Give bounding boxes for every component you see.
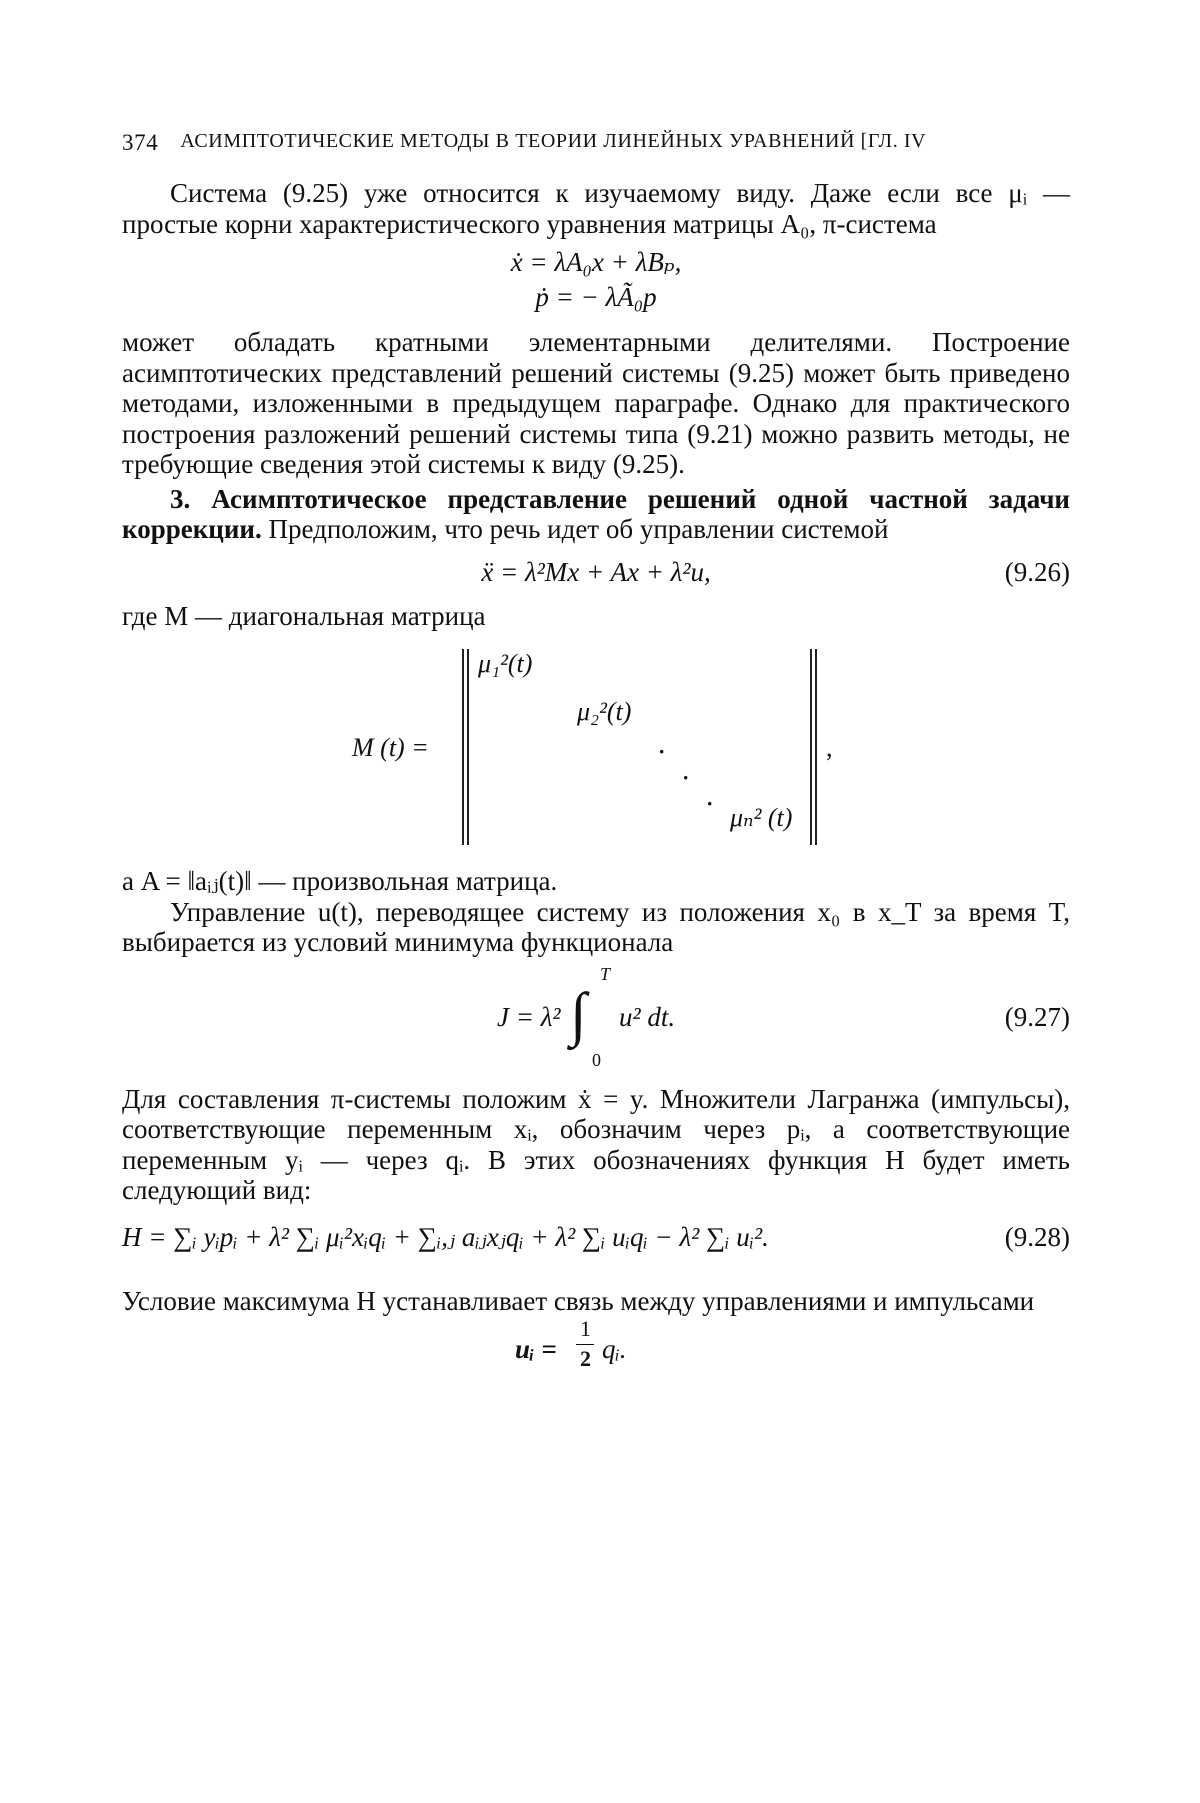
integral-integrand: u² dt.	[619, 1001, 676, 1032]
paragraph-5: а A = ‖aᵢⱼ(t)‖ — произвольная матрица.	[122, 866, 558, 896]
matrix-entry-2: μ₂²(t)	[577, 697, 632, 726]
integral-upper-limit: T	[600, 963, 611, 984]
equation-9-28: H = ∑ᵢ yᵢpᵢ + λ² ∑ᵢ μᵢ²xᵢqᵢ + ∑ᵢ,ⱼ aᵢⱼxⱼqᵢ + λ² ∑ᵢ uᵢqᵢ − λ² ∑ᵢ uᵢ².	[122, 1221, 769, 1252]
paragraph-1: Система (9.25) уже относится к изучаемому виду. Даже если все μᵢ — простые корни характеристического уравнения матрицы A₀, π-система	[122, 178, 1070, 239]
integral-lower-limit: 0	[592, 1049, 601, 1070]
integral-sign: ∫	[570, 980, 587, 1047]
paragraph-8: Условие максимума H устанавливает связь между управлениями и импульсами	[122, 1285, 1035, 1316]
equation-9-28-row	[122, 1212, 1070, 1278]
matrix-dot: ·	[658, 739, 666, 764]
equation-9-27-lhs: J = λ²	[497, 1001, 561, 1032]
paragraph-6: Управление u(t), переводящее систему из положения x₀ в x_T за время T, выбирается из условий минимума функционала	[122, 896, 1070, 957]
equation-9-26: ẍ = λ²Mx + Ax + λ²u,	[481, 556, 711, 587]
equation-number-9-27: (9.27)	[1004, 1001, 1070, 1032]
equation-number-9-28: (9.28)	[1004, 1221, 1070, 1252]
matrix-comma: ,	[826, 733, 833, 762]
matrix-dot: ·	[706, 791, 714, 816]
matrix-entry-n: μₙ² (t)	[730, 803, 793, 832]
final-lhs: uᵢ =	[515, 1334, 557, 1364]
matrix-dot: ·	[682, 765, 690, 790]
diagonal-matrix	[122, 641, 1070, 856]
final-rhs: qᵢ.	[602, 1334, 627, 1364]
matrix-lhs: M (t) =	[352, 733, 429, 762]
paragraph-3	[122, 484, 1070, 545]
equation-9-27	[122, 958, 1070, 1076]
paragraph-2: может обладать кратными элементарными делителями. Построение асимптотических представлений решений системы (9.25) может быть приведено методами, изложенными в предыдущем параграфе. Однако для практического построения разложений решений системы типа (9.21) можно развить методы, не требующие сведения этой системы к виду (9.25).	[122, 327, 1070, 479]
equation-9-26-row	[122, 551, 1070, 595]
matrix-entry-1: μ₁²(t)	[478, 649, 533, 678]
running-title: АСИМПТОТИЧЕСКИЕ МЕТОДЫ В ТЕОРИИ ЛИНЕЙНЫХ УРАВНЕНИЙ [ГЛ. IV	[180, 130, 927, 152]
fraction-numerator: 1	[580, 1316, 591, 1341]
equation-pi-system-1: ẋ = λA₀x + λBₚ,	[510, 247, 682, 277]
equation-final	[122, 1316, 1070, 1386]
running-header	[122, 130, 1070, 156]
section-heading: 3. Асимптотическое представление решений одной частной задачи коррекции.	[122, 483, 1070, 544]
paragraph-3-text: Предположим, что речь идет об управлении системой	[261, 514, 889, 544]
equation-number-9-26: (9.26)	[1004, 556, 1070, 587]
paragraph-7: Для составления π-системы положим ẋ = y. Множители Лагранжа (импульсы), соответствующие переменным xᵢ, обозначим через pᵢ, а соответствующие переменным yᵢ — через qᵢ. В этих обозначениях функция H будет иметь следующий вид:	[122, 1083, 1070, 1205]
fraction-denominator: 2	[580, 1346, 591, 1371]
equation-pi-system-2: ṗ = − λÃ₀p	[535, 282, 657, 312]
matrix-left-bar	[462, 649, 469, 845]
paragraph-4: где M — диагональная матрица	[122, 600, 486, 631]
matrix-right-bar	[810, 649, 817, 845]
book-page	[122, 130, 1070, 1386]
page-number: 374	[122, 130, 159, 155]
fraction-bar	[576, 1344, 594, 1345]
